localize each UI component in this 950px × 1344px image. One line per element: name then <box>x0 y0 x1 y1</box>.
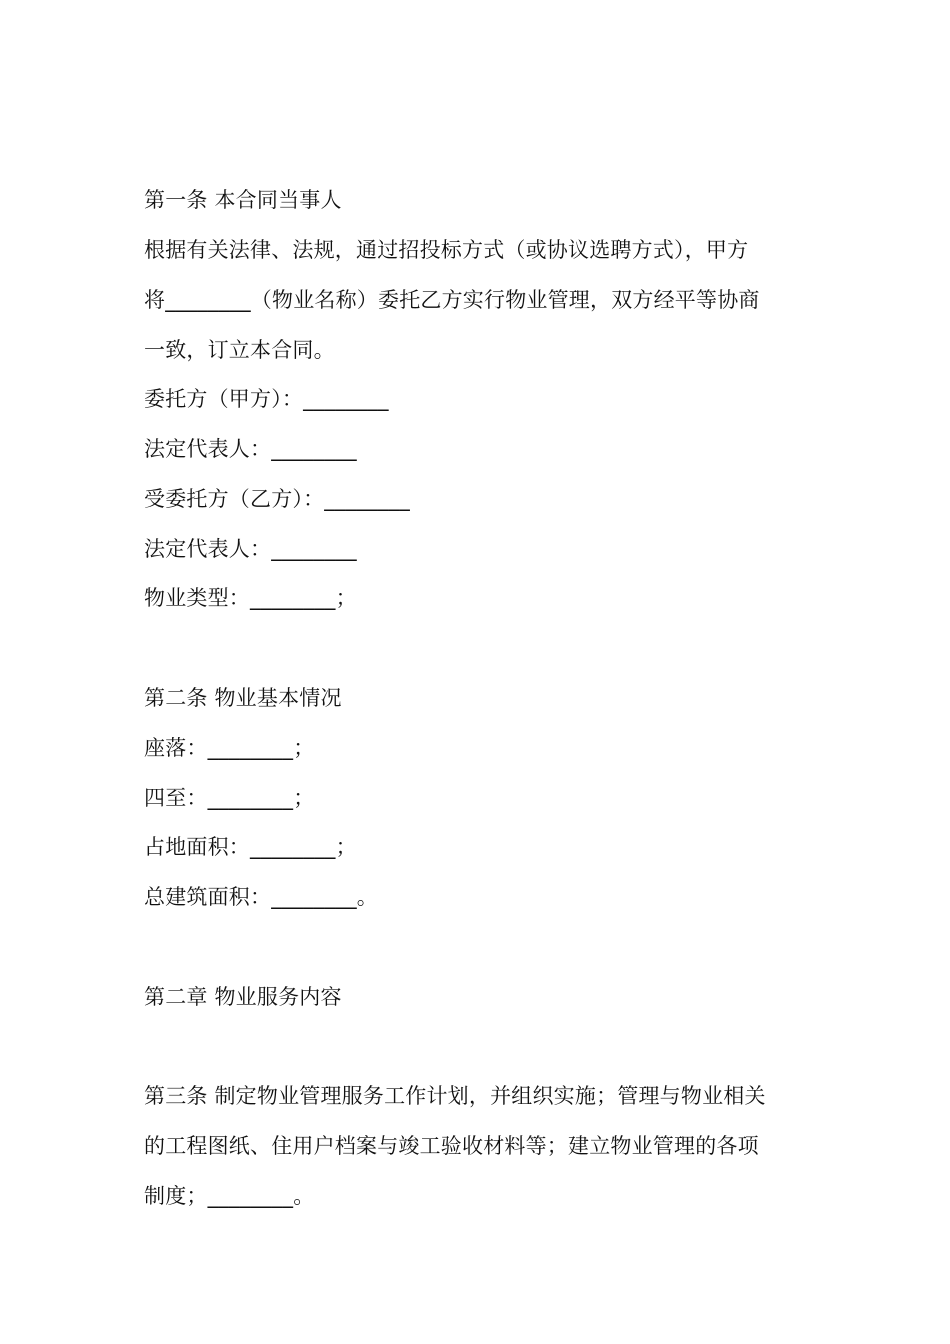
total-building-area-field: 总建筑面积：________。 <box>144 885 378 909</box>
article-1-paragraph-line-3: 一致，订立本合同。 <box>144 338 335 362</box>
boundaries-field: 四至：________； <box>144 786 315 810</box>
article-1-heading: 第一条 本合同当事人 <box>144 188 342 212</box>
article-1-paragraph-line-1: 根据有关法律、法规，通过招投标方式（或协议选聘方式），甲方 <box>144 238 749 262</box>
party-a-representative-field: 法定代表人：________ <box>144 437 357 461</box>
article-3-line-1: 第三条 制定物业管理服务工作计划，并组织实施；管理与物业相关 <box>144 1084 766 1108</box>
property-type-field: 物业类型：________； <box>144 586 357 610</box>
client-party-a-field: 委托方（甲方）：________ <box>144 387 389 411</box>
land-area-field: 占地面积：________； <box>144 835 357 859</box>
chapter-2-heading: 第二章 物业服务内容 <box>144 985 342 1009</box>
party-b-representative-field: 法定代表人：________ <box>144 537 357 561</box>
article-1-paragraph-line-2: 将________（物业名称）委托乙方实行物业管理，双方经平等协商 <box>144 288 760 312</box>
article-3-line-2: 的工程图纸、住用户档案与竣工验收材料等；建立物业管理的各项 <box>144 1134 759 1158</box>
contractor-party-b-field: 受委托方（乙方）：________ <box>144 487 410 511</box>
article-2-heading: 第二条 物业基本情况 <box>144 686 342 710</box>
location-field: 座落：________； <box>144 736 315 760</box>
article-3-line-3: 制度；________。 <box>144 1184 315 1208</box>
